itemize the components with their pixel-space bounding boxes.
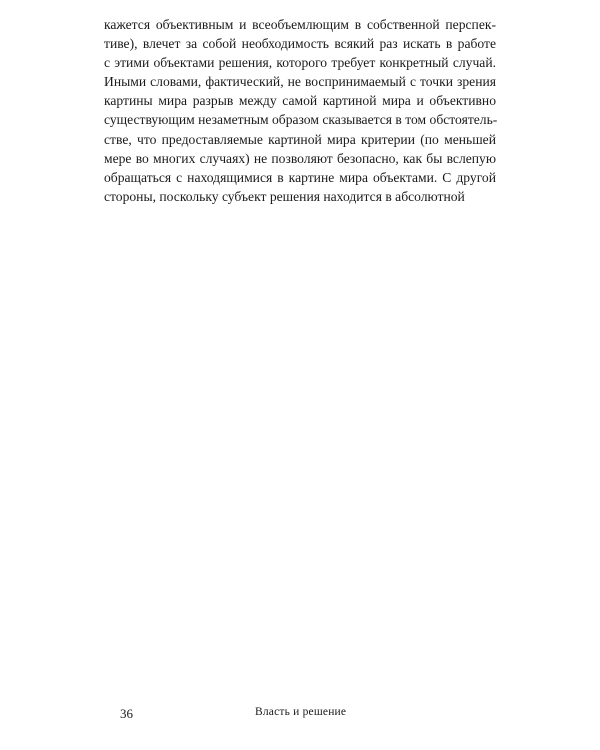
text-line: существующим незаметным образом сказывается в том обстоятель- [104, 112, 498, 128]
body-text [104, 15, 496, 206]
text-line: Иными словами, фактический, не воспринимаемый с точки зрения [104, 74, 496, 90]
text-line: тиве), влечет за собой необходимость всякий раз искать в работе [104, 36, 496, 52]
text-line: с этими объектами решения, которого требует конкретный случай. [104, 55, 496, 71]
text-line: стороны, поскольку субъект решения находится в абсолютной [104, 188, 465, 204]
text-line: обращаться с находящимися в картине мира объектами. С другой [104, 169, 496, 185]
running-title: Власть и решение [255, 706, 347, 718]
text-line: стве, что предоставляемые картиной мира критерии (по меньшей [104, 131, 496, 147]
text-line: мере во многих случаях) не позволяют безопасно, как бы вслепую [104, 150, 496, 166]
text-line: картины мира разрыв между самой картиной мира и объективно [104, 93, 496, 109]
page-number: 36 [120, 706, 133, 721]
text-line: кажется объективным и всеобъемлющим в собственной перспек- [104, 17, 496, 32]
